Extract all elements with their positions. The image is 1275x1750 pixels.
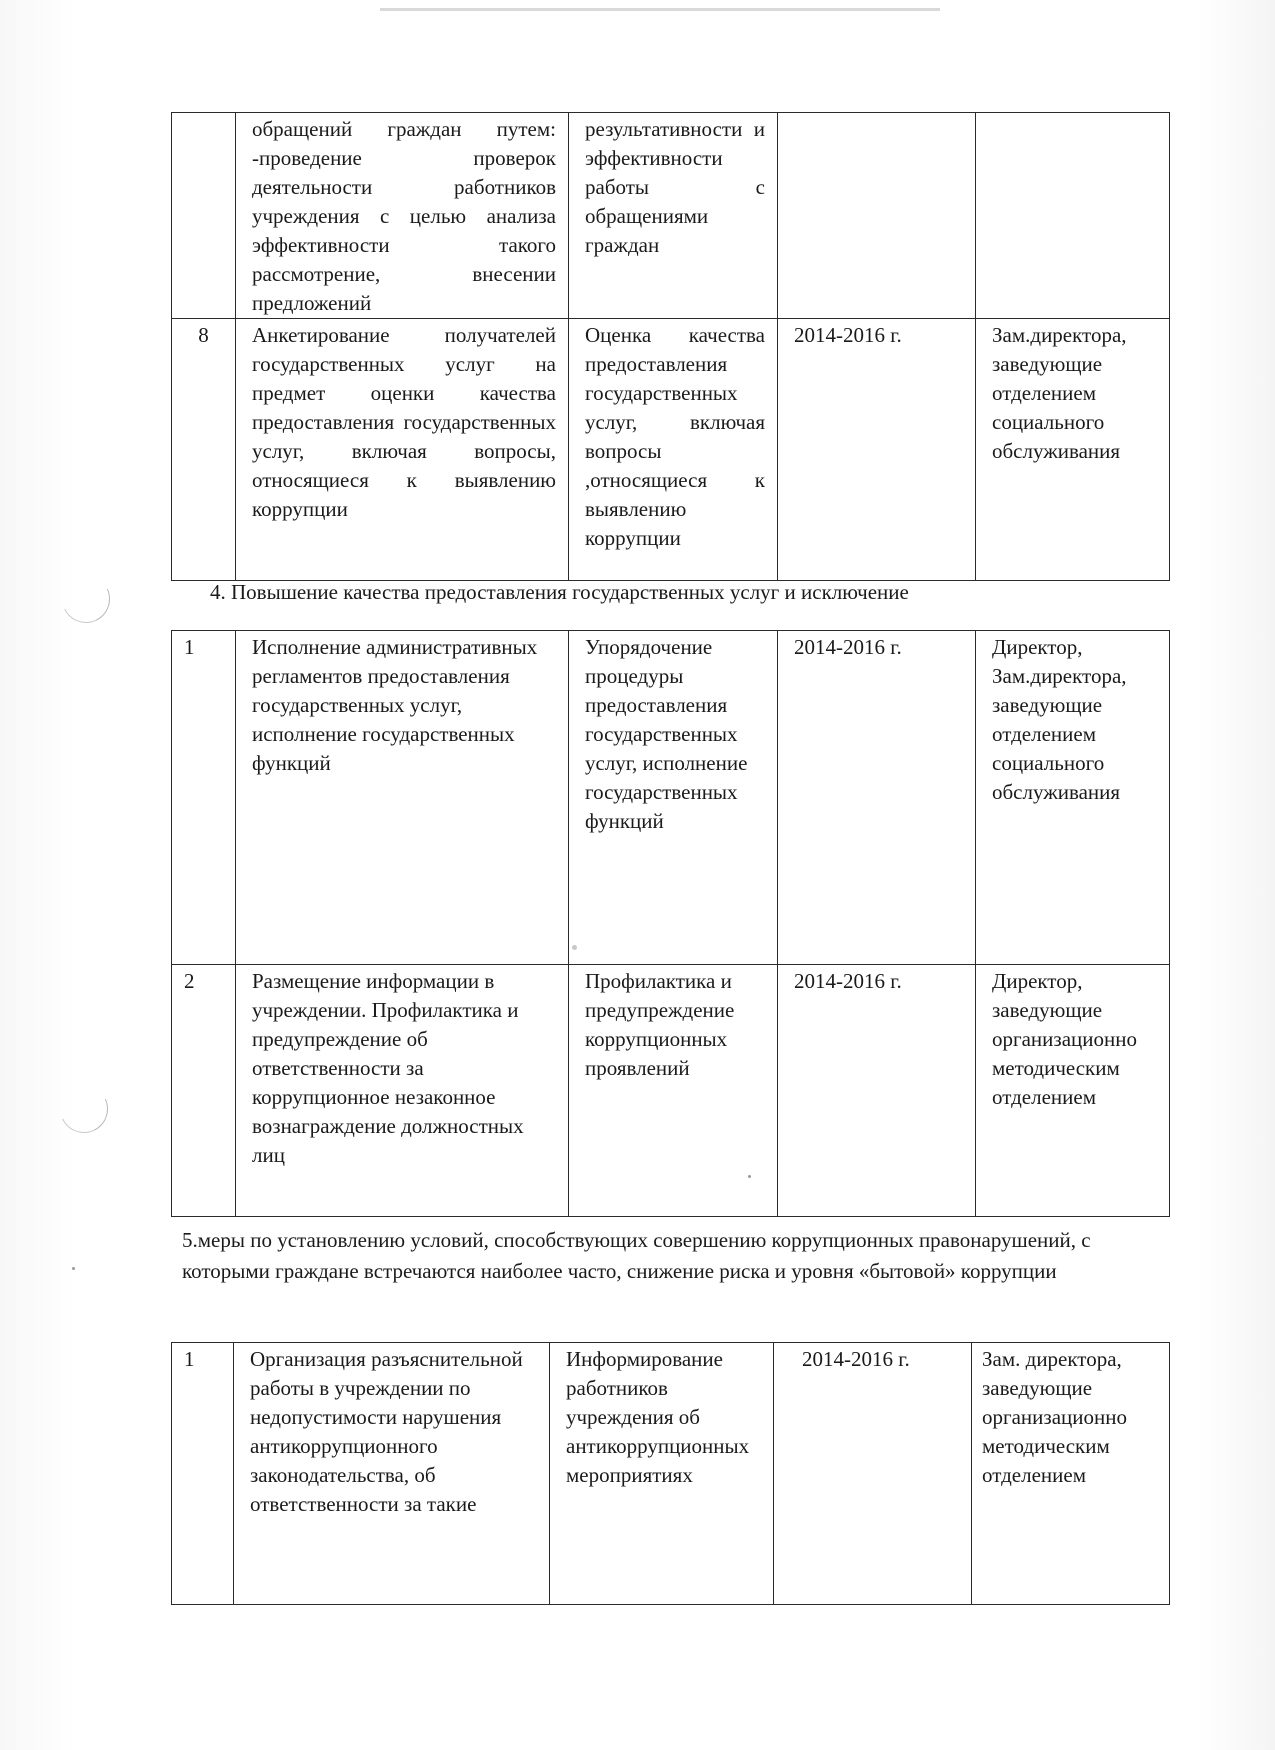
period-cell: 2014-2016 г. (778, 631, 976, 965)
measure-cell: Организация разъяснительной работы в учреждении по недопустимости нарушения антикоррупционного законодательства, об ответственности за такие (234, 1343, 550, 1605)
goal-cell: результативности и эффективности работы с обращениями граждан (569, 113, 778, 319)
row-number: 8 (172, 319, 236, 581)
scan-speck (748, 1175, 751, 1178)
row-number: 2 (172, 965, 236, 1217)
responsible-cell: Директор, заведующие организационно методическим отделением (976, 965, 1170, 1217)
table-row (172, 965, 1170, 1217)
measure-cell: обращений граждан путем: -проведение проверок деятельности работников учреждения с целью анализа эффективности такого рассмотрение, внесении предложений (236, 113, 569, 319)
goal-cell: Оценка качества предоставления государственных услуг, включая вопросы ,относящиеся к выявлению коррупции (569, 319, 778, 581)
period-cell: 2014-2016 г. (778, 319, 976, 581)
table-row (172, 1343, 1170, 1605)
measure-cell: Анкетирование получателей государственных услуг на предмет оценки качества предоставления государственных услуг, включая вопросы, относящиеся к выявлению коррупции (236, 319, 569, 581)
responsible-cell: Зам. директора, заведующие организационно методическим отделением (972, 1343, 1170, 1605)
responsible-cell: Зам.директора, заведующие отделением социального обслуживания (976, 319, 1170, 581)
table-row (172, 319, 1170, 581)
table-section-4 (171, 630, 1170, 1217)
goal-cell: Информирование работников учреждения об антикоррупционных мероприятиях (550, 1343, 774, 1605)
measure-cell: Размещение информации в учреждении. Профилактика и предупреждение об ответственности за коррупционное незаконное вознаграждение должностных лиц (236, 965, 569, 1217)
row-number: 1 (172, 631, 236, 965)
table-row (172, 113, 1170, 319)
goal-cell: Упорядочение процедуры предоставления государственных услуг, исполнение государственных функций (569, 631, 778, 965)
responsible-cell (976, 113, 1170, 319)
goal-cell: Профилактика и предупреждение коррупционных проявлений (569, 965, 778, 1217)
scan-speck (72, 1267, 75, 1270)
table-top (171, 112, 1170, 581)
responsible-cell: Директор, Зам.директора, заведующие отделением социального обслуживания (976, 631, 1170, 965)
period-cell: 2014-2016 г. (774, 1343, 972, 1605)
measure-cell: Исполнение административных регламентов предоставления государственных услуг, исполнение государственных функций (236, 631, 569, 965)
period-cell: 2014-2016 г. (778, 965, 976, 1217)
section-4-heading: 4. Повышение качества предоставления государственных услуг и исключение (210, 580, 909, 604)
table-row (172, 631, 1170, 965)
row-number (172, 113, 236, 319)
scan-artifact-line (380, 8, 940, 11)
row-number: 1 (172, 1343, 234, 1605)
scan-speck (572, 945, 577, 950)
period-cell (778, 113, 976, 319)
section-5-heading: 5.меры по установлению условий, способствующих совершению коррупционных правонарушений, с которыми граждане встречаются наиболее часто, снижение риска и уровня «бытовой» коррупции (182, 1228, 1091, 1283)
table-section-5 (171, 1342, 1170, 1605)
